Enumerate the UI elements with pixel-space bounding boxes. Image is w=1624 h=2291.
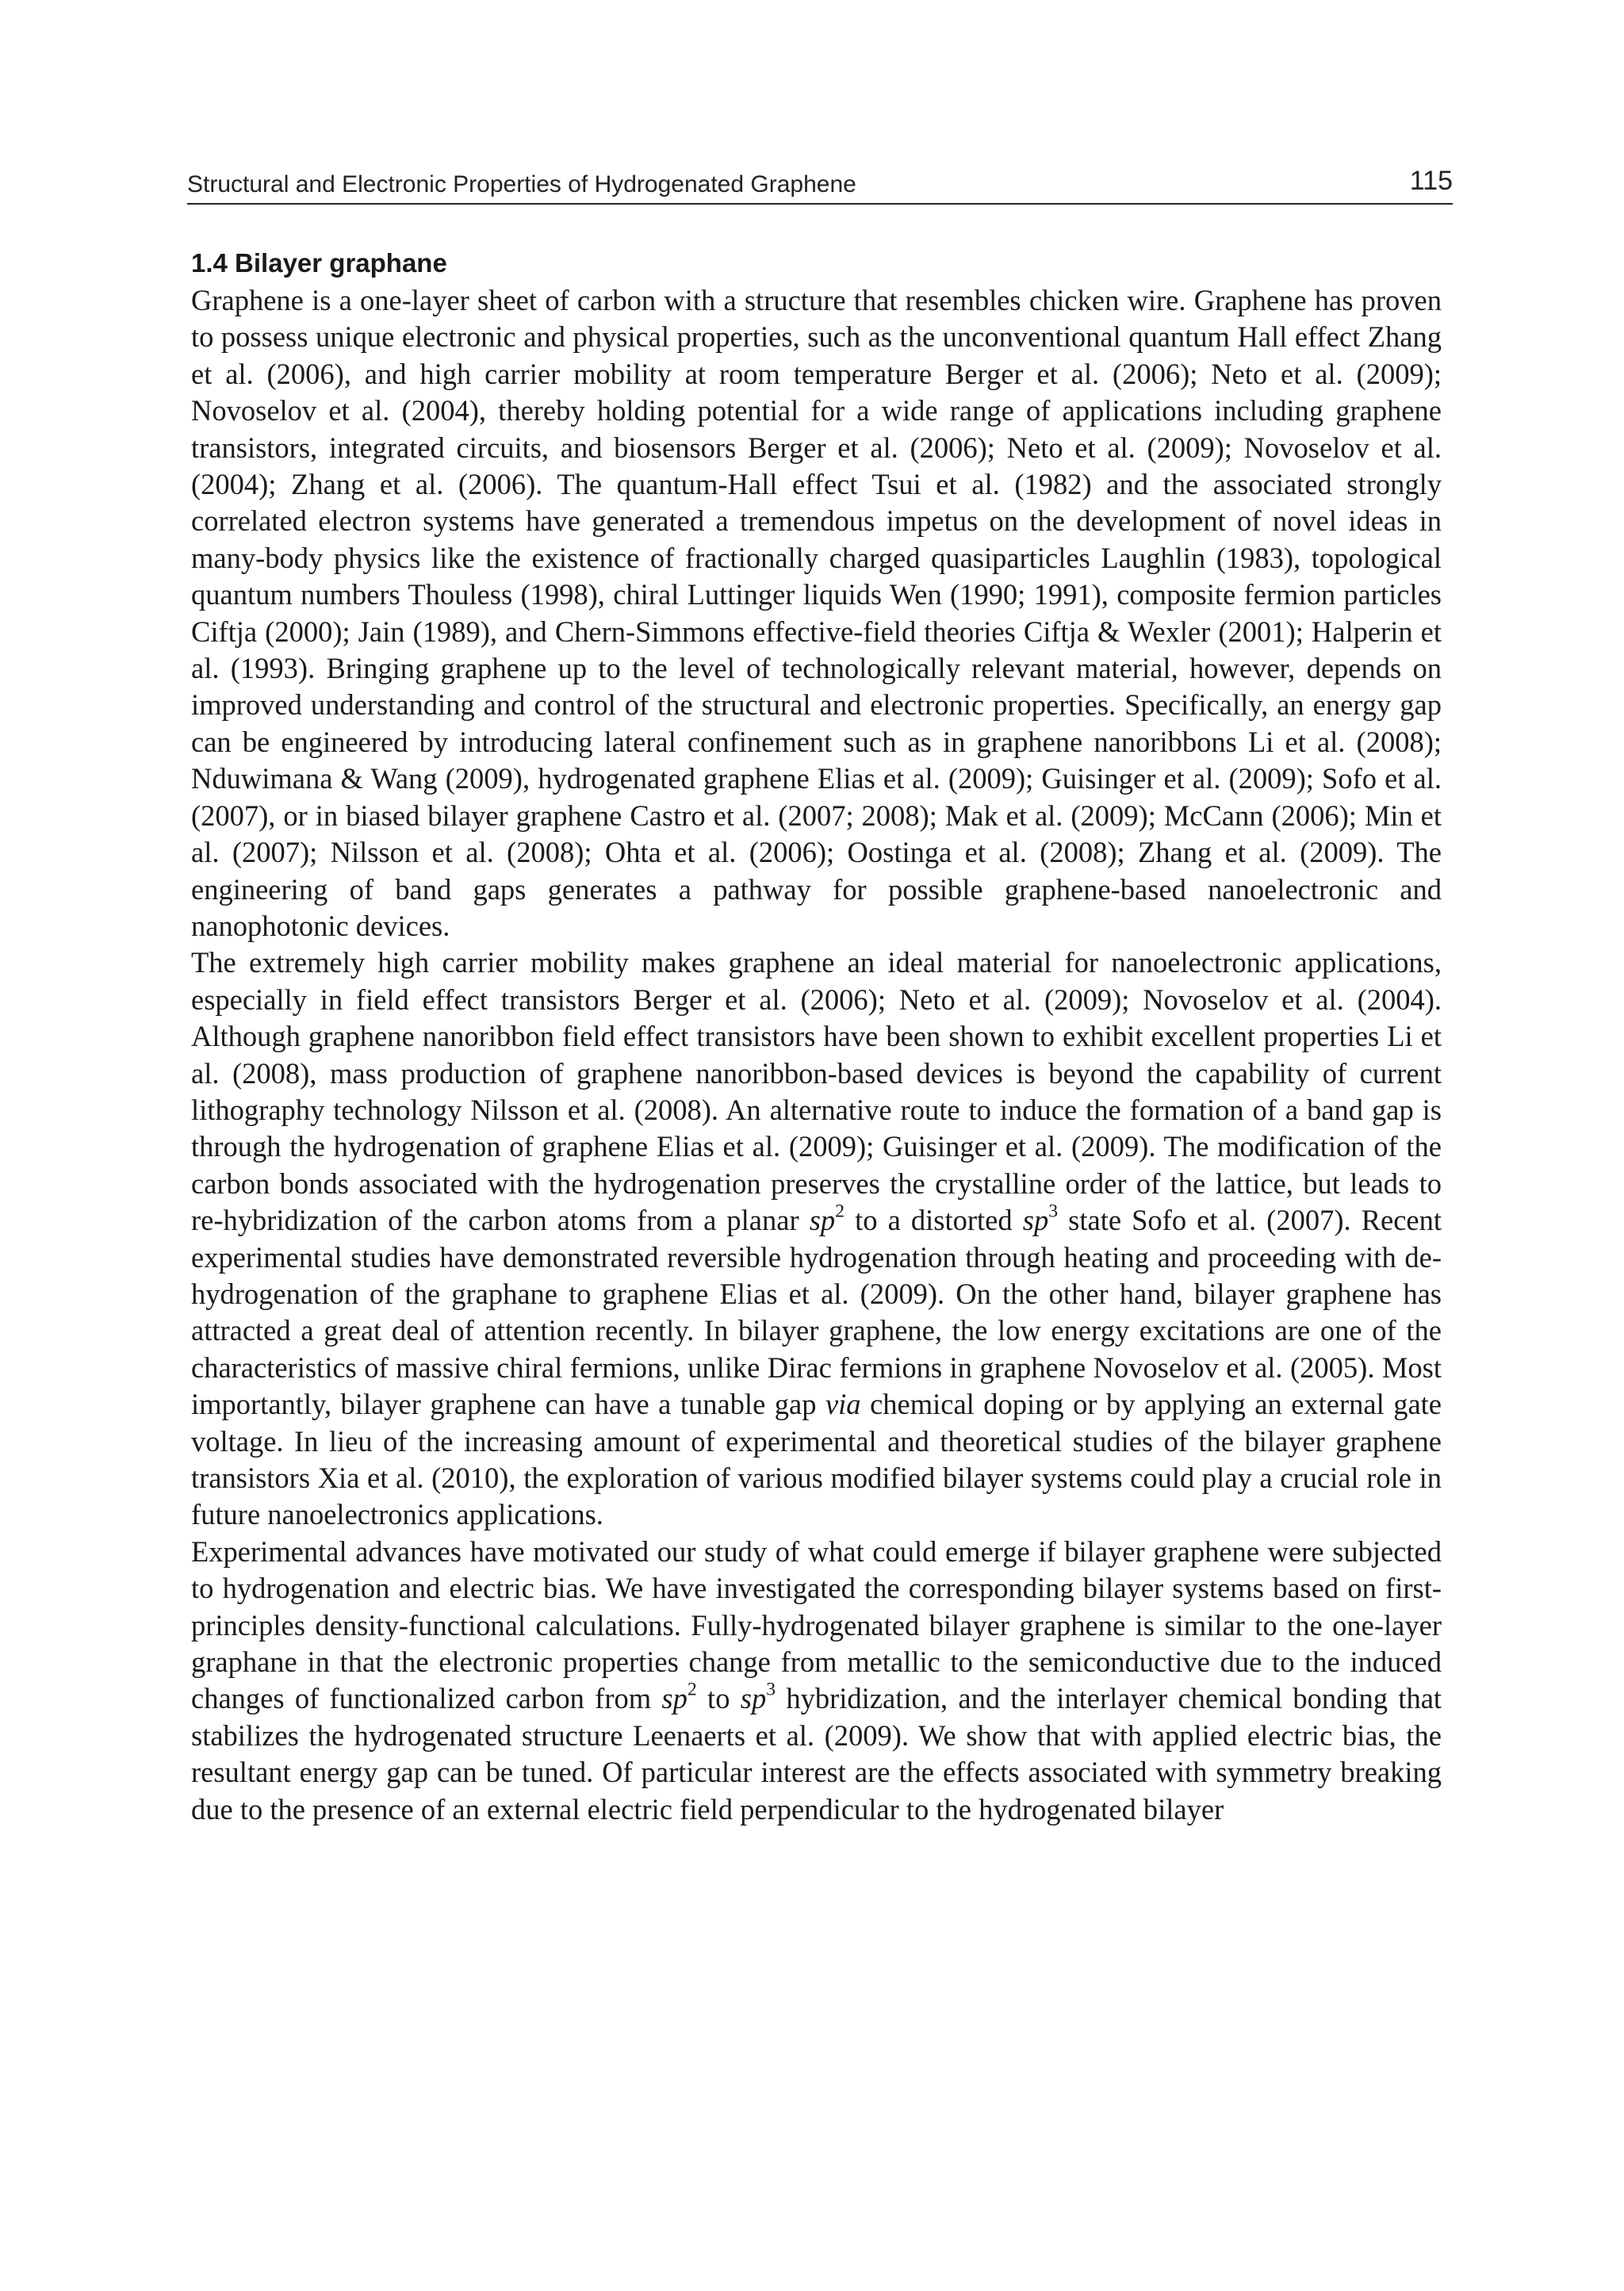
paragraph-1 [191, 282, 1442, 944]
sp-term: sp [809, 1204, 836, 1237]
paragraph-2-connector: to a distorted [855, 1204, 1013, 1237]
running-title: Structural and Electronic Properties of Hydrogenated Graphene [187, 171, 856, 197]
section-heading: 1.4 Bilayer graphane [191, 248, 447, 278]
sp-term: sp [661, 1682, 688, 1715]
paragraph-3 [191, 1534, 1442, 1828]
sp-term: sp [740, 1682, 767, 1715]
paragraph-2-text-a: The extremely high carrier mobility makes graphene an ideal material for nanoelectronic applications, especially in field effect transistors Berger et al. (2006); Neto et al. (2009); Novoselov et al. (2004). Although graphene nanoribbon field effect transistors have been shown to exhibit excellent properties Li et al. (2008), mass production of graphene nanoribbon-based devices is beyond the capability of current lithography technology Nilsson et al. (2008). An alternative route to induce the formation of a band gap is through the hydrogenation of graphene Elias et al. (2009); Guisinger et al. (2009). The modification of the carbon bonds associated with the hydrogenation preserves the crystalline order of the lattice, but leads to re-hybridization of the carbon atoms from a planar [191, 946, 1442, 1237]
page-number: 115 [1409, 166, 1453, 196]
paragraph-3-connector: to [707, 1682, 730, 1715]
superscript-2: 2 [687, 1679, 697, 1700]
paragraph-2-text-b: state Sofo et al. (2007). Recent experimental studies have demonstrated reversible hydrogenation through heating and proceeding with de-hydrogenation of the graphane to graphene Elias et al. (2009). On the other hand, bilayer graphene has attracted a great deal of attention recently. In bilayer graphene, the low energy excitations are one of the characteristics of massive chiral fermions, unlike Dirac fermions in graphene Novoselov et al. (2005). Most importantly, bilayer graphene can have a tunable gap [191, 1204, 1442, 1421]
superscript-2: 2 [835, 1201, 845, 1222]
paragraph-1-text: Graphene is a one-layer sheet of carbon with a structure that resembles chicken wire. Graphene has proven to possess unique electronic and physical properties, such as the unconventional quantum Hall effect Zhang et al. (2006), and high carrier mobility at room temperature Berger et al. (2006); Neto et al. (2009); Novoselov et al. (2004), thereby holding potential for a wide range of applications including graphene transistors, integrated circuits, and biosensors Berger et al. (2006); Neto et al. (2009); Novoselov et al. (2004); Zhang et al. (2006). The quantum-Hall effect Tsui et al. (1982) and the associated strongly correlated electron systems have generated a tremendous impetus on the development of novel ideas in many-body physics like the existence of fractionally charged quasiparticles Laughlin (1983), topological quantum numbers Thouless (1998), chiral Luttinger liquids Wen (1990; 1991), composite fermion particles Ciftja (2000); Jain (1989), and Chern-Simmons effective-field theories Ciftja & Wexler (2001); Halperin et al. (1993). Bringing graphene up to the level of technologically relevant material, however, depends on improved understanding and control of the structural and electronic properties. Specifically, an energy gap can be engineered by introducing lateral confinement such as in graphene nanoribbons Li et al. (2008); Nduwimana & Wang (2009), hydrogenated graphene Elias et al. (2009); Guisinger et al. (2009); Sofo et al. (2007), or in biased bilayer graphene Castro et al. (2007; 2008); Mak et al. (2009); McCann (2006); Min et al. (2007); Nilsson et al. (2008); Ohta et al. (2006); Oostinga et al. (2008); Zhang et al. (2009). The engineering of band gaps generates a pathway for possible graphene-based nanoelectronic and nanophotonic devices. [191, 284, 1442, 942]
running-header [187, 162, 1453, 205]
paragraph-3-text-b: hybridization, and the interlayer chemical bonding that stabilizes the hydrogenated structure Leenaerts et al. (2009). We show that with applied electric bias, the resultant energy gap can be tuned. Of particular interest are the effects associated with symmetry breaking due to the presence of an external electric field perpendicular to the hydrogenated bilayer [191, 1682, 1442, 1826]
body-content [191, 247, 1442, 1828]
paragraph-2-text-c: chemical doping or by applying an external gate voltage. In lieu of the increasing amount of experimental and theoretical studies of the bilayer graphene transistors Xia et al. (2010), the exploration of various modified bilayer systems could play a crucial role in future nanoelectronics applications. [191, 1388, 1442, 1531]
superscript-3: 3 [766, 1679, 776, 1700]
paragraph-3-text-a: Experimental advances have motivated our study of what could emerge if bilayer graphene were subjected to hydrogenation and electric bias. We have investigated the corresponding bilayer systems based on first-principles density-functional calculations. Fully-hydrogenated bilayer graphene is similar to the one-layer graphane in that the electronic properties change from metallic to the semiconductive due to the induced changes of functionalized carbon from [191, 1534, 1442, 1715]
via-term: via [825, 1388, 861, 1421]
superscript-3: 3 [1048, 1201, 1059, 1222]
sp-term: sp [1022, 1204, 1049, 1237]
paragraph-2 [191, 944, 1442, 1534]
